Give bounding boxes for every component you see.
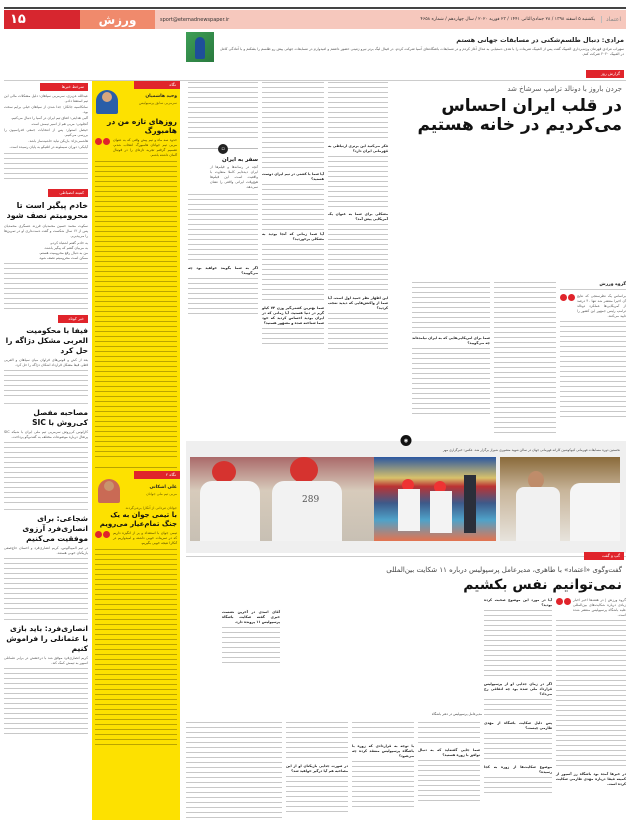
interview-kicker: گپ و گفت (584, 552, 624, 560)
text-fill (262, 82, 324, 170)
date-line: یکشنبه ۵ اسفند ۱۳۹۸ / ۲۸ جمادی‌الثانی ۱۴۴۱ / ۲۳ فوریه ۲۰۲۰ / سال چهاردهم / شماره ۴۶۵۸ (420, 17, 595, 22)
author2-block (92, 479, 180, 503)
teaser-body: سهراب مرادی قهرمان وزنه‌برداری المپیک گفت پس از المپیک تمرینات را با هدف دستیابی به مدال آغاز کردم و در مسابقات باشگاه‌های آسیا شرکت کردم. در فینال لیگ برتر نیرو زمینی حضور داشتم و امیدوارم در مسابقات جهانی پیش رو طلسم را بشکنم و با آمادگی کامل در المپیک ۲۰۲۰ شرکت کنم. (220, 47, 624, 56)
opinion-body: حدود سه ماه و نیم پیش وقتی که به عنوان مربی تیم جوانان هامبورگ انتخاب شدم، تصمیم گرفتم تجربه تازه‌ای را در فوتبال آلمان داشته باشم. (113, 138, 177, 157)
author-avatar (96, 90, 118, 114)
text-fill (188, 82, 258, 142)
section-name: ورزش (80, 10, 155, 29)
quote-icon (556, 598, 571, 618)
news-brief-item[interactable]: عبدالله عزیزی، سرمربی سپاهان: دلیل مشکلات مالی این تیم استعفا دادم. (4, 94, 88, 103)
text-fill (328, 82, 388, 142)
news-brief-item[interactable]: حیصل استوار: پس از انتخابات جمعی فدراسیون را بررسی می‌کنیم. (4, 128, 88, 137)
interview-question: شما جایی گفته‌اید که به دنبال توافق با زوره هستید؟ (418, 748, 480, 757)
text-fill (484, 610, 552, 680)
newspaper-logo: اعتماد (601, 16, 621, 23)
main-story-col4 (328, 82, 388, 437)
news-brief-kicker: سرخط خبرها (40, 83, 88, 91)
travel-box-title: سفر به ایران (222, 157, 258, 163)
side-article5-headline[interactable]: انصاری‌فرد: باید بازی با عثمانلی را فراموش کنیم (6, 624, 88, 653)
side-article1-kicker: کمیته انضباطی (48, 189, 88, 197)
news-brief-item[interactable]: هاشمی‌نژاد: بازیکن نباید حاشیه‌ساز باشد. (28, 139, 88, 143)
interview-question: آیا در مورد این موضوع صحبت کرده بودید؟ (484, 598, 552, 607)
text-fill (484, 699, 552, 719)
text-fill (412, 348, 490, 418)
interview-col1 (556, 598, 626, 820)
interview-col4 (352, 722, 414, 820)
news-brief-list (4, 94, 88, 150)
article-divider (4, 509, 88, 510)
main-story-byline: گروه ورزش (560, 282, 626, 290)
interview-question: اگر به شما بگویند خواهید بود چه می‌گویید؟ (188, 266, 258, 275)
author2-title: مربی تیم ملی جوانان (146, 492, 177, 496)
text-fill (352, 722, 414, 742)
side-article2-body: بعد از کش و قوس‌های فراوان میان سپاهان و العربی قطر، فیفا مشکل قرارداد اشکان دژاگه را حل کرد. (4, 358, 88, 367)
opinion2-headline[interactable]: با تیمی جوان به یک جنگ تمام‌عیار می‌رویم (99, 511, 177, 528)
competitor-bib: 289 (302, 495, 320, 505)
bullet-item: ممکن است محرومیتم نصف شود. (38, 256, 88, 260)
text-fill (494, 282, 556, 437)
travel-sidebar-col (188, 82, 258, 437)
opinion-lede (92, 137, 180, 159)
interview-photo-side-text: آقای اسدی در آخرین نشست خبری گفته شکایت باشگاه پرسپولیس ۱۱ پرونده دارد. (222, 610, 280, 624)
interview-question: موضوع شکایت‌ها از زوره به کجا رسیده؟ (484, 765, 552, 774)
interview-question: آیا شما زمانی که آنجا بودید به مشکلی برخوردید؟ (262, 232, 324, 241)
side-article5-text-fill (4, 668, 88, 738)
quote-icon (560, 294, 575, 319)
text-fill (286, 776, 348, 812)
side-article4-headline[interactable]: شجاعی: برای انصاری‌فرد آرزوی موفقیت می‌کنیم (22, 514, 88, 543)
interview-subtitle: گفت‌وگوی «اعتماد» با طاهری، مدیرعامل پرسپولیس درباره ۱۱ شکایت بین‌المللی (386, 566, 622, 574)
text-fill (262, 184, 324, 230)
section-divider (186, 556, 626, 557)
text-fill (222, 627, 280, 667)
karate-photo-3 (190, 457, 374, 541)
quote-icon (95, 138, 110, 145)
main-story-col2 (494, 282, 556, 437)
photo-strip (186, 437, 626, 553)
interview-lede (556, 598, 626, 618)
interview-question: پس دلیل شکایت باشگاه از مهدی طارمی چیست؟ (484, 721, 552, 730)
side-article2-kicker: خبر کوتاه (58, 315, 88, 323)
text-fill (286, 722, 348, 762)
travel-box (188, 148, 258, 190)
text-fill (418, 760, 480, 804)
photo-strip-caption: نخستین دوره مسابقات قهرمانی کیوکوشین کاراته قهرمانی جهان در سالن شهید منصوری شیراز برگزار شد. عکس: خبرگزاری مهر (443, 448, 620, 452)
bullet-item: به خادم گفتم اشتباه کردم. (49, 241, 88, 245)
teaser-title[interactable]: مرادی: دنبال طلسم‌شکنی در مسابقات جهانی هستم (456, 36, 624, 44)
text-fill (484, 777, 552, 797)
main-story-col3 (412, 282, 490, 437)
interview-intro: گروه ورزش | در هفته‌ها اخیر اخبار زیادی درباره شکایت‌های بین‌المللی علیه باشگاه پرسپولیس منتشر شده است. (573, 598, 626, 617)
side-article3-headline[interactable]: مصاحبه مفصل کی‌روش با SIC (32, 408, 88, 427)
interview-question: آیا شما با کشتی در تیم ایران دوست هستید؟ (262, 172, 324, 181)
text-fill (556, 620, 626, 770)
news-brief-item[interactable]: آلبی هدایتی: اتفاق تیم ایران در آسیا را دنبال می‌کنیم. (10, 116, 88, 120)
text-fill (418, 722, 480, 746)
opinion-divider (95, 467, 177, 468)
side-article1-text-fill (4, 263, 88, 311)
bullet-item: من به دنبال رفع محرومیت هستم. (39, 251, 88, 255)
main-story-kicker: گزارش روز (586, 70, 624, 78)
interview-col3 (418, 722, 480, 820)
interview-col6 (186, 722, 282, 820)
main-story-right-col (560, 282, 626, 432)
headline-line-1: در قلب ایران احساس (441, 96, 622, 116)
interview-col5 (286, 722, 348, 820)
interview-question: اگر در زمان جدایی او از پرسپولیس قرارداد ملی شده بود چه اتفاقی رخ می‌داد؟ (484, 682, 552, 696)
article-divider (4, 619, 88, 620)
opinion2-kicker: نگاه ۲ (134, 471, 180, 479)
main-story-intro: براساس یک نظرسنجی که نتایج آن اخیرا منتشر شد تنها ۴۰ درصد از آمریکایی‌ها عملکرد دونالد ترامپ رئیس جمهور این کشور را تایید می‌کنند. (577, 294, 627, 318)
header-info-bar (155, 10, 626, 29)
interview-photo-caption: مدیرعامل پرسپولیس در دفتر باشگاه (431, 712, 482, 716)
text-fill (262, 244, 324, 304)
interview-question: شما برای امریکایی‌هایی که به ایران نیامده‌اند چه می‌گویید؟ (412, 336, 490, 345)
news-brief-item[interactable]: آیابکی: دوران سیمئونه در اتلتیکو به پایان رسیده است. (9, 145, 88, 149)
teaser-athlete-photo (186, 32, 214, 62)
side-article2-text-fill (4, 370, 88, 398)
news-brief-text-fill (4, 153, 88, 183)
main-story-lede (560, 294, 626, 319)
text-fill (262, 328, 324, 348)
interview-col2 (484, 598, 552, 820)
text-fill (328, 313, 388, 353)
author-title: سرمربی سابق پرسپولیس (139, 101, 177, 105)
main-story-subtitle: جردن باروز با دونالد ترامپ سرشاخ شد (507, 85, 622, 93)
opinion2-body: تیمی جوان با استعداد و پر از انگیزه داریم که در تمرینات خوبی داشته و امیدواریم در آنکارا نتیجه خوبی بگیریم. (113, 531, 177, 545)
header-rule (4, 7, 626, 9)
opinion2-pre-headline: جوانان مردانی از آنکارا برمی‌گردند (125, 506, 177, 510)
news-brief-item[interactable]: سانکاسیه جانکار: جدا شدن از سپاهان خیلی برایم سخت بود. (4, 105, 88, 114)
opinion2-lede (92, 530, 180, 547)
interview-question: فکر می‌کنید این برتری ارتباطی به قهرمانی ایران دارد؟ (328, 144, 388, 153)
opinion-text-fill (95, 161, 177, 461)
text-fill (328, 224, 388, 294)
page-number: ۱۵ (4, 10, 80, 29)
text-fill (352, 761, 414, 811)
left-news-column (4, 83, 88, 820)
author-name: وحید هاشمیان (145, 94, 177, 99)
opinion-headline[interactable]: روزهای تازه من در هامبورگ (107, 117, 177, 135)
text-fill (328, 156, 388, 210)
main-story-col5 (262, 82, 324, 437)
main-story-text-fill (560, 321, 626, 421)
bullet-item: به مربیان گفتم که پیگیر باشند. (43, 246, 88, 250)
news-brief-item[interactable]: آنجلوتی: مربی هم از اسیر تیمش است. (30, 122, 88, 126)
interview-photo-side (222, 610, 280, 700)
quote-icon (95, 531, 110, 538)
main-story-headline[interactable] (417, 97, 622, 135)
karate-photo-1 (500, 457, 620, 541)
side-article3-body: کارلوس کی‌روش سرمربی تیم ملی ایران با شبکه SIC پرتغال درباره موضوعات مختلف به گفت‌وگو پرداخت. (4, 430, 88, 439)
side-article2-headline[interactable]: فیفا با محکومیت العربی مشکل دژاگه را حل کرد (5, 326, 88, 355)
side-article4-text-fill (4, 558, 88, 614)
side-article5-body: کریم انصاری‌فرد موفق شد با درخشش در برابر عثمانلی اسپور به تیمش کمک کند. (4, 656, 88, 665)
text-fill (186, 722, 282, 820)
page-header (4, 10, 626, 29)
article-divider (4, 403, 88, 404)
camera-icon: ◉ (401, 435, 412, 446)
side-article1-bullets (4, 241, 88, 261)
author-block (92, 89, 180, 115)
interview-question: این اظهار نظر حمید اول است، آیا شما از واکنش‌هایی که دیدید تعجب کردید؟ (328, 296, 388, 310)
section-email[interactable]: sport@etemadnewspaper.ir (160, 16, 230, 23)
author2-name: علی اشکانی (149, 485, 177, 490)
author2-avatar (98, 479, 120, 503)
interview-question: با توجه به قراردادی که زوره با باشگاه پرسپولیس منعقد کرده چه می‌شود؟ (352, 744, 414, 758)
side-article4-body: در تیم المپیاکوس، کریم انصاری‌فرد و احسان حاج‌صفی بازیکنان خوبی هستند. (4, 546, 88, 555)
opinion-column (92, 81, 180, 820)
headline-line-2: می‌کردیم در خانه هستیم (417, 115, 622, 135)
chat-icon: ▫ (218, 144, 228, 154)
teaser-strip (186, 30, 624, 80)
side-article1-headline[interactable]: خادم پیگیر است تا محرومیتم نصف شود (6, 201, 88, 220)
interview-question: در خبرها آمده بود باشگاه رز آسیور از کمیته فیفا درباره مهدی طارمی شکایت کرده است. (556, 772, 626, 786)
interview-question: در صورت جدایی بازیکنان او از این مصاحبه هم آیا درگیر خواهید شد؟ (286, 764, 348, 773)
interview-question: شما بهترین کشتی‌گیر وزن ۷۴ کیلو گرم در دنیا هستید، آیا زمانی که در ایران بودید احساس کردید که خود شما شناخته شده و مشهور هستید؟ (262, 306, 324, 325)
text-fill (484, 733, 552, 763)
opinion2-text-fill (95, 549, 177, 745)
side-article1-body: سکوت محمد حسین محمدیان فرزند عسگری محمدیان پس از ۱۲ سال شکست و گفت دست‌داری او در تمرین‌ها را می‌پذیرم. (4, 224, 88, 238)
text-fill (188, 278, 258, 318)
opinion-kicker: نگاه (134, 81, 180, 89)
interview-headline[interactable]: نمی‌توانیم نفس بکشیم (463, 577, 622, 593)
travel-box-body: آنچه در رسانه‌ها و فیلم‌ها از ایران دیده‌ایم کاملا متفاوت با واقعیت است. این فیلم‌ها هیچ‌وقت ایرانی واقعی را نشان نمی‌دهد. (210, 165, 258, 189)
interview-question: مشکلی برای شما به عنوان یک آمریکایی پیش آمد؟ (328, 212, 388, 221)
text-fill (412, 282, 490, 334)
side-article3-text-fill (4, 442, 88, 504)
text-fill (188, 194, 258, 264)
karate-photo-2 (372, 457, 496, 541)
